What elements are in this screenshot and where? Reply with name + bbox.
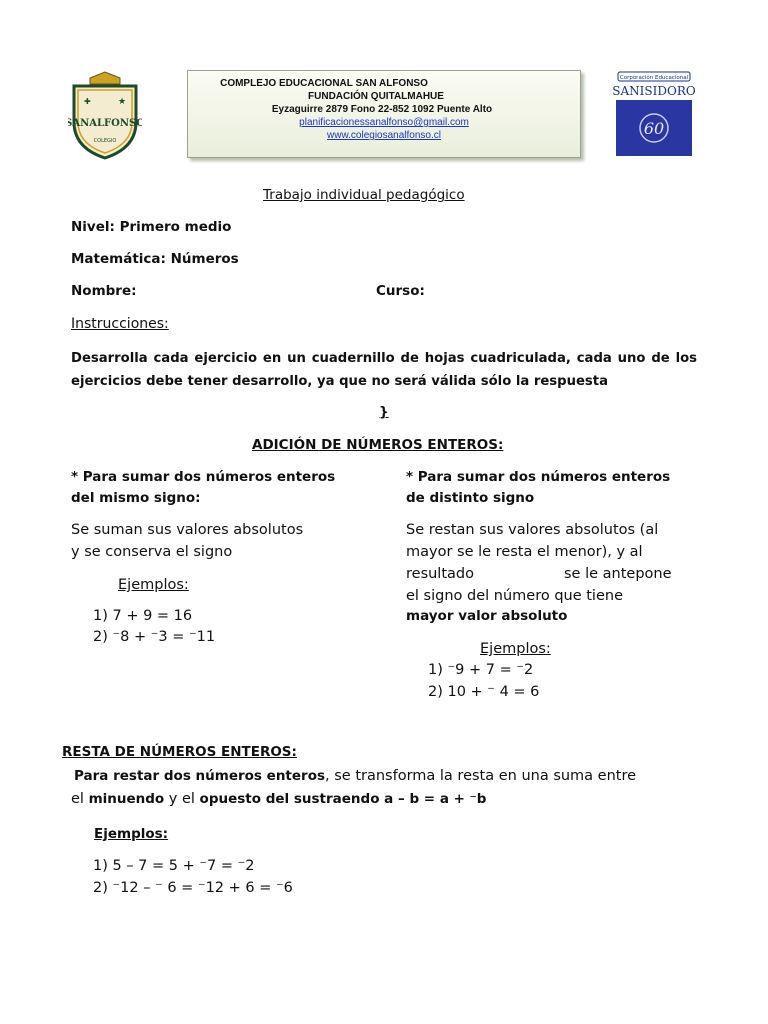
left-logo-sub: COLEGIO	[93, 138, 117, 144]
addition-left-rule-2: del mismo signo:	[71, 490, 201, 506]
addition-right-rule-2: de distinto signo	[406, 490, 535, 506]
addition-left-examples-label: Ejemplos:	[118, 577, 189, 593]
subtraction-rule-and: y el	[164, 791, 200, 807]
right-logo-name: SANISIDORO	[612, 84, 696, 98]
addition-right-desc-4: el signo del número que tiene	[406, 588, 623, 604]
instructions-label: Instrucciones:	[71, 316, 169, 332]
level-label: Nivel: Primero medio	[71, 219, 232, 235]
instructions-line-2: ejercicios debe tener desarrollo, ya que no será válida sólo la respuesta	[71, 374, 608, 389]
svg-text:✚: ✚	[84, 97, 91, 106]
addition-right-example-2: 2) 10 + ⁻ 4 = 6	[428, 684, 540, 700]
subtraction-rule-rest: , se transforma la resta en una suma entre	[325, 768, 637, 784]
school-website-link[interactable]: www.colegiosanalfonso.cl	[327, 130, 441, 141]
addition-right-rule-1: * Para sumar dos números enteros	[406, 469, 671, 485]
addition-left-rule-1: * Para sumar dos números enteros	[71, 469, 336, 485]
addition-right-desc-3b: se le antepone	[564, 566, 672, 582]
school-header-box	[187, 70, 581, 158]
right-logo-number: 60	[643, 119, 665, 138]
subtraction-heading: RESTA DE NÚMEROS ENTEROS:	[62, 744, 297, 760]
addition-left-example-2: 2) ⁻8 + ⁻3 = ⁻11	[93, 629, 216, 645]
instructions-line-1: Desarrolla cada ejercicio en un cuadernillo de hojas cuadriculada, cada uno de los	[71, 351, 697, 366]
subtraction-rule-minuend: minuendo	[88, 791, 165, 807]
addition-heading: ADICIÓN DE NÚMEROS ENTEROS:	[252, 437, 504, 453]
subject-label: Matemática: Números	[71, 251, 239, 267]
addition-right-example-1: 1) ⁻9 + 7 = ⁻2	[428, 662, 534, 678]
subtraction-rule-bold: Para restar dos números enteros	[74, 768, 326, 784]
addition-right-desc-3a: resultado	[406, 566, 474, 582]
svg-text:★: ★	[118, 97, 127, 107]
course-label: Curso:	[376, 283, 425, 299]
name-label: Nombre:	[71, 283, 137, 299]
school-email-link[interactable]: planificacionessanalfonso@gmail.com	[299, 117, 469, 128]
left-logo-text: SANALFONSO	[68, 118, 142, 129]
addition-left-desc-1: Se suman sus valores absolutos	[71, 522, 304, 538]
addition-left-example-1: 1) 7 + 9 = 16	[93, 608, 193, 624]
school-name: COMPLEJO EDUCACIONAL SAN ALFONSO	[220, 78, 428, 89]
subtraction-example-1: 1) 5 – 7 = 5 + ⁻7 = ⁻2	[93, 858, 255, 874]
school-address: Eyzaguirre 2879 Fono 22-852 1092 Puente Alto	[271, 104, 493, 115]
subtraction-rule-line-1	[74, 765, 636, 787]
addition-right-examples-label: Ejemplos:	[480, 641, 551, 657]
subtraction-formula: a – b = a + ⁻b	[379, 791, 487, 807]
addition-right-desc-5: mayor valor absoluto	[406, 608, 568, 624]
right-logo-top: Corporación Educacional	[619, 75, 689, 81]
addition-right-desc-2: mayor se le resta el menor), y al	[406, 544, 643, 560]
foundation-name: FUNDACIÓN QUITALMAHUE	[308, 91, 444, 102]
san-isidoro-logo	[612, 70, 696, 158]
addition-left-desc-2: y se conserva el signo	[71, 544, 233, 560]
subtraction-examples-label: Ejemplos:	[94, 826, 169, 842]
page-title: Trabajo individual pedagógico	[263, 187, 465, 203]
subtraction-rule-opposite: opuesto del sustraendo	[199, 791, 380, 807]
brace-symbol: }	[379, 404, 389, 420]
addition-right-desc-1: Se restan sus valores absolutos (al	[406, 522, 659, 538]
subtraction-example-2: 2) ⁻12 – ⁻ 6 = ⁻12 + 6 = ⁻6	[93, 880, 293, 896]
subtraction-rule-el: el	[71, 791, 89, 807]
subtraction-rule-line-2	[71, 788, 486, 810]
